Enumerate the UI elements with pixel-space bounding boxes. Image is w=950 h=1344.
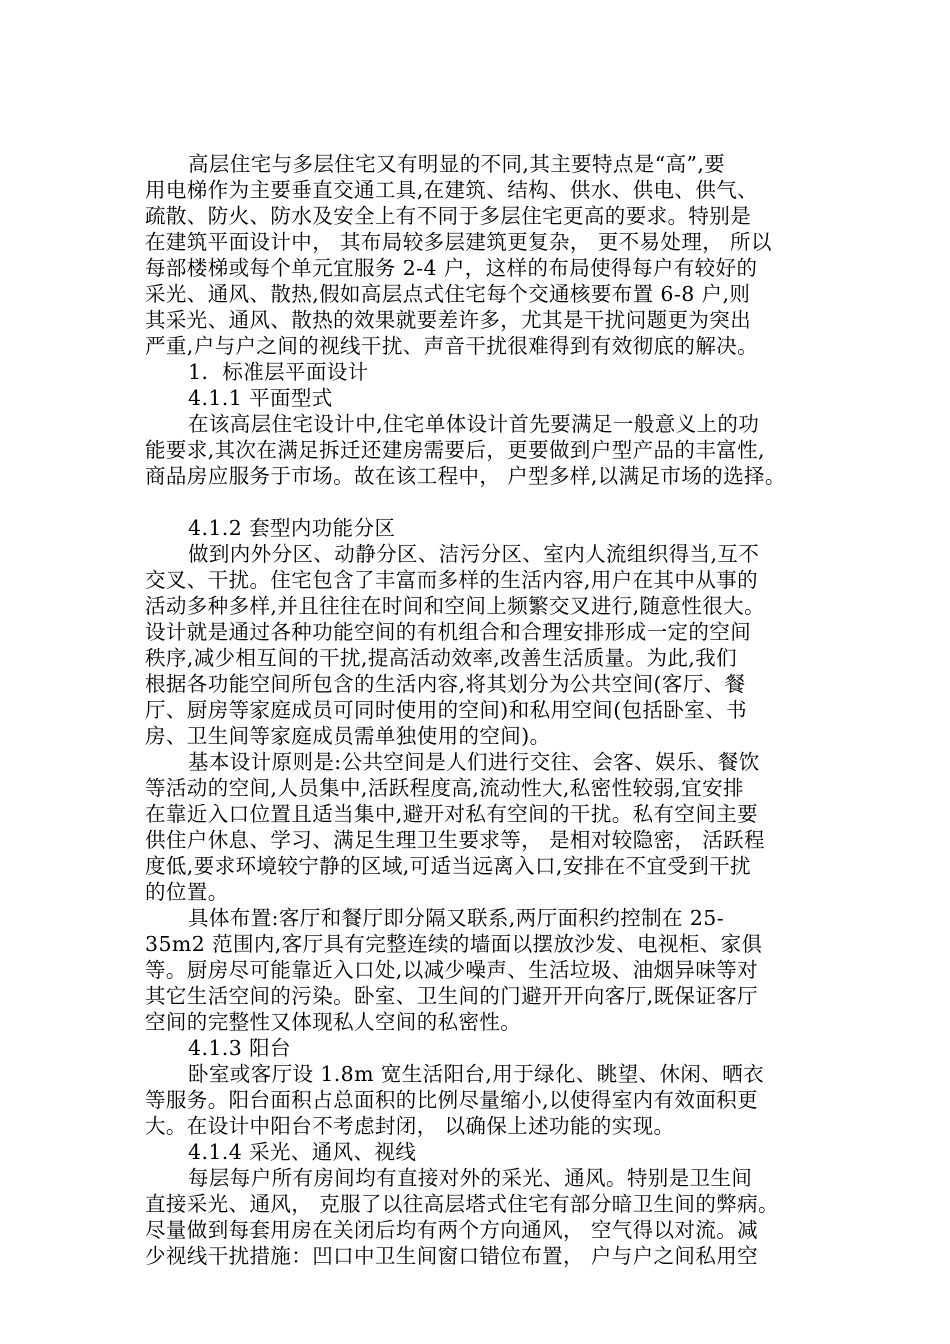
paragraph-line: 用电梯作为主要垂直交通工具,在建筑、结构、供水、供电、供气、 [145, 178, 759, 202]
paragraph-line: 的位置。 [145, 880, 229, 904]
paragraph-line: 基本设计原则是:公共空间是人们进行交往、会客、娱乐、餐饮 [188, 750, 760, 774]
paragraph-line: 等。厨房尽可能靠近入口处,以减少噪声、生活垃圾、油烟异味等对 [145, 958, 759, 982]
section-heading: 4.1.4 采光、通风、视线 [188, 1140, 417, 1164]
paragraph-line: 卧室或客厅设 1.8m 宽生活阳台,用于绿化、眺望、休闲、晒衣 [188, 1062, 764, 1086]
paragraph-line: 秩序,减少相互间的干扰,提高活动效率,改善生活质量。为此,我们 [145, 646, 737, 670]
paragraph-line: 采光、通风、散热,假如高层点式住宅每个交通核要布置 6-8 户,则 [145, 282, 751, 306]
paragraph-line: 供住户休息、学习、满足生理卫生要求等， 是相对较隐密， 活跃程 [145, 828, 765, 852]
paragraph-line: 空间的完整性又体现私人空间的私密性。 [145, 1010, 522, 1034]
paragraph-line: 房、卫生间等家庭成员需单独使用的空间)。 [145, 724, 551, 748]
paragraph-line: 严重,户与户之间的视线干扰、声音干扰很难得到有效彻底的解决。 [145, 334, 759, 358]
paragraph-line: 能要求,其次在满足拆迁还建房需要后，更要做到户型产品的丰富性, [145, 438, 765, 462]
paragraph-line: 每部楼梯或每个单元宜服务 2-4 户，这样的布局使得每户有较好的 [145, 256, 758, 280]
paragraph-line: 每层每户所有房间均有直接对外的采光、通风。特别是卫生间 [188, 1166, 753, 1190]
paragraph-line: 大。在设计中阳台不考虑封闭， 以确保上述功能的实现。 [145, 1114, 675, 1138]
paragraph-line: 做到内外分区、动静分区、洁污分区、室内人流组织得当,互不 [188, 542, 760, 566]
section-heading: 4.1.1 平面型式 [188, 386, 333, 410]
section-heading: 4.1.2 套型内功能分区 [188, 516, 396, 540]
paragraph-line: 等活动的空间,人员集中,活跃程度高,流动性大,私密性较弱,宜安排 [145, 776, 744, 800]
paragraph-line: 在靠近入口位置且适当集中,避开对私有空间的干扰。私有空间主要 [145, 802, 759, 826]
paragraph-line: 疏散、防火、防水及安全上有不同于多层住宅更高的要求。特别是 [145, 204, 752, 228]
paragraph-line: 设计就是通过各种功能空间的有机组合和合理安排形成一定的空间 [145, 620, 752, 644]
paragraph-line: 商品房应服务于市场。故在该工程中， 户型多样,以满足市场的选择。 [145, 464, 786, 488]
paragraph-line: 等服务。阳台面积占总面积的比例尽量缩小,以使得室内有效面积更 [145, 1088, 759, 1112]
section-heading: 1．标准层平面设计 [188, 360, 369, 384]
paragraph-line: 尽量做到每套用房在关闭后均有两个方向通风， 空气得以对流。减 [145, 1218, 759, 1242]
paragraph-line: 厅、厨房等家庭成员可同时使用的空间)和私用空间(包括卧室、书 [145, 698, 747, 722]
paragraph-line: 活动多种多样,并且往往在时间和空间上频繁交叉进行,随意性很大。 [145, 594, 765, 618]
paragraph-line: 度低,要求环境较宁静的区域,可适当远离入口,安排在不宜受到干扰 [145, 854, 751, 878]
paragraph-line: 直接采光、通风， 克服了以往高层塔式住宅有部分暗卫生间的弊病。 [145, 1192, 779, 1216]
paragraph-line: 35m2 范围内,客厅具有完整连续的墙面以摆放沙发、电视柜、家俱 [145, 932, 763, 956]
paragraph-line: 少视线干扰措施：凹口中卫生间窗口错位布置， 户与户之间私用空 [145, 1244, 759, 1268]
paragraph-line: 具体布置:客厅和餐厅即分隔又联系,两厅面积约控制在 25- [188, 906, 725, 930]
paragraph-line: 在建筑平面设计中， 其布局较多层建筑更复杂， 更不易处理， 所以 [145, 230, 772, 254]
paragraph-line: 在该高层住宅设计中,住宅单体设计首先要满足一般意义上的功 [188, 412, 760, 436]
paragraph-line: 其采光、通风、散热的效果就要差许多，尤其是干扰问题更为突出 [145, 308, 752, 332]
paragraph-line: 高层住宅与多层住宅又有明显的不同,其主要特点是“高”,要 [188, 152, 726, 176]
section-heading: 4.1.3 阳台 [188, 1036, 291, 1060]
paragraph-line: 根据各功能空间所包含的生活内容,将其划分为公共空间(客厅、餐 [145, 672, 746, 696]
paragraph-line: 交叉、干扰。住宅包含了丰富而多样的生活内容,用户在其中从事的 [145, 568, 759, 592]
paragraph-line: 其它生活空间的污染。卧室、卫生间的门避开开向客厅,既保证客厅 [145, 984, 759, 1008]
